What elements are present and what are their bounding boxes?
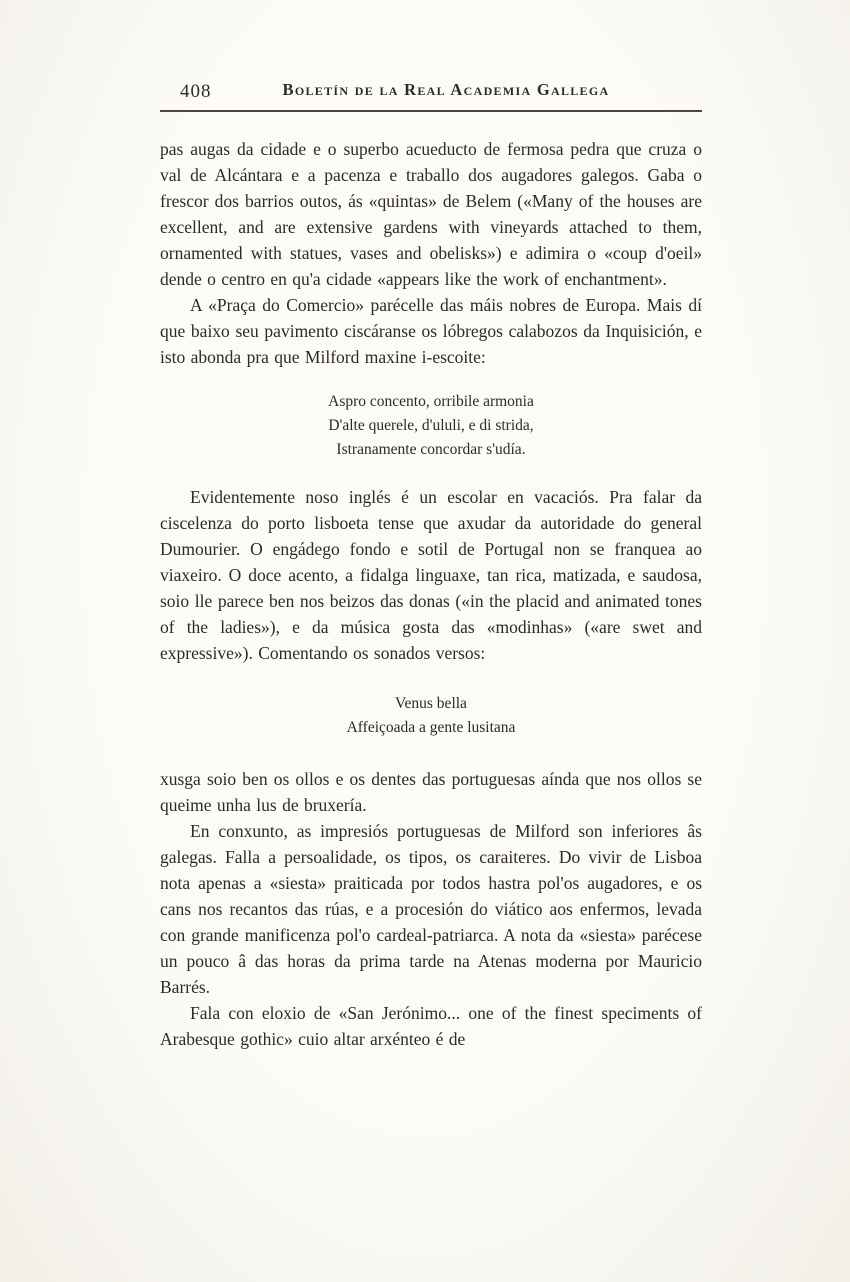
verse-line: Venus bella <box>395 695 467 712</box>
paragraph-3: Evidentemente noso inglés é un escolar en vacaciós. Pra falar da ciscelenza do porto lisboeta tense que axudar da autoridade do general Dumourier. O engádego fondo e sotil de Portugal non se franquea ao viaxeiro. O doce acento, a fidalga linguaxe, tan rica, matizada, e saudosa, soio lle parece ben nos beizos das donas («in the placid and animated tones of the ladies»), e da música gosta das «modinhas» («are swet and expressive»). Comentando os sonados versos: <box>160 487 702 663</box>
verse-line: Istranamente concordar s'udía. <box>336 441 526 458</box>
text-column <box>160 80 702 1052</box>
paragraph-6: Fala con eloxio de «San Jerónimo... one of the finest speciments of Arabesque gothic» cuio altar arxénteo é de <box>160 1003 702 1049</box>
paragraph-2: A «Praça do Comercio» parécelle das máis nobres de Europa. Mais dí que baixo seu pavimento ciscáranse os lóbregos calabozos da Inquisición, e isto abonda pra que Milford maxine i-escoite: <box>160 295 702 367</box>
verse-line: Affeiçoada a gente lusitana <box>346 719 516 736</box>
paragraph-4: xusga soio ben os ollos e os dentes das portuguesas aínda que nos ollos se queime unha lus de bruxería. <box>160 769 702 815</box>
paragraph-5: En conxunto, as impresiós portuguesas de Milford son inferiores âs galegas. Falla a persoalidade, os tipos, os caraiteres. Do vivir de Lisboa nota apenas a «siesta» praiticada por todos hastra pol'os augadores, e os cans nos recantos das rúas, e a procesión do viático aos enfermos, levada con grande manificenza pol'o cardeal-patriarca. A nota da «siesta» parécese un pouco â das horas da prima tarde na Atenas moderna por Mauricio Barrés. <box>160 821 702 997</box>
page-number: 408 <box>180 81 212 102</box>
verse-line: Aspro concento, orribile armonia <box>328 393 534 410</box>
header-rule <box>160 110 702 112</box>
paragraph-1: pas augas da cidade e o superbo acueducto de fermosa pedra que cruza o val de Alcántara e a pacenza e traballo dos augadores galegos. Gaba o frescor dos barrios outos, ás «quintas» de Belem («Many of the houses are excellent, and are extensive gardens with vineyards attached to them, ornamented with statues, vases and obelisks») e adimira o «coup d'oeil» dende o centro en qu'a cidade «appears like the work of enchantment». <box>160 139 702 289</box>
page-body <box>160 136 702 1052</box>
verse-block-2 <box>160 692 702 740</box>
page-header <box>160 80 702 106</box>
verse-block-1 <box>160 390 702 462</box>
verse-line: D'alte querele, d'ululi, e di strida, <box>328 417 534 434</box>
journal-title: Boletín de la Real Academia Gallega <box>282 80 610 99</box>
